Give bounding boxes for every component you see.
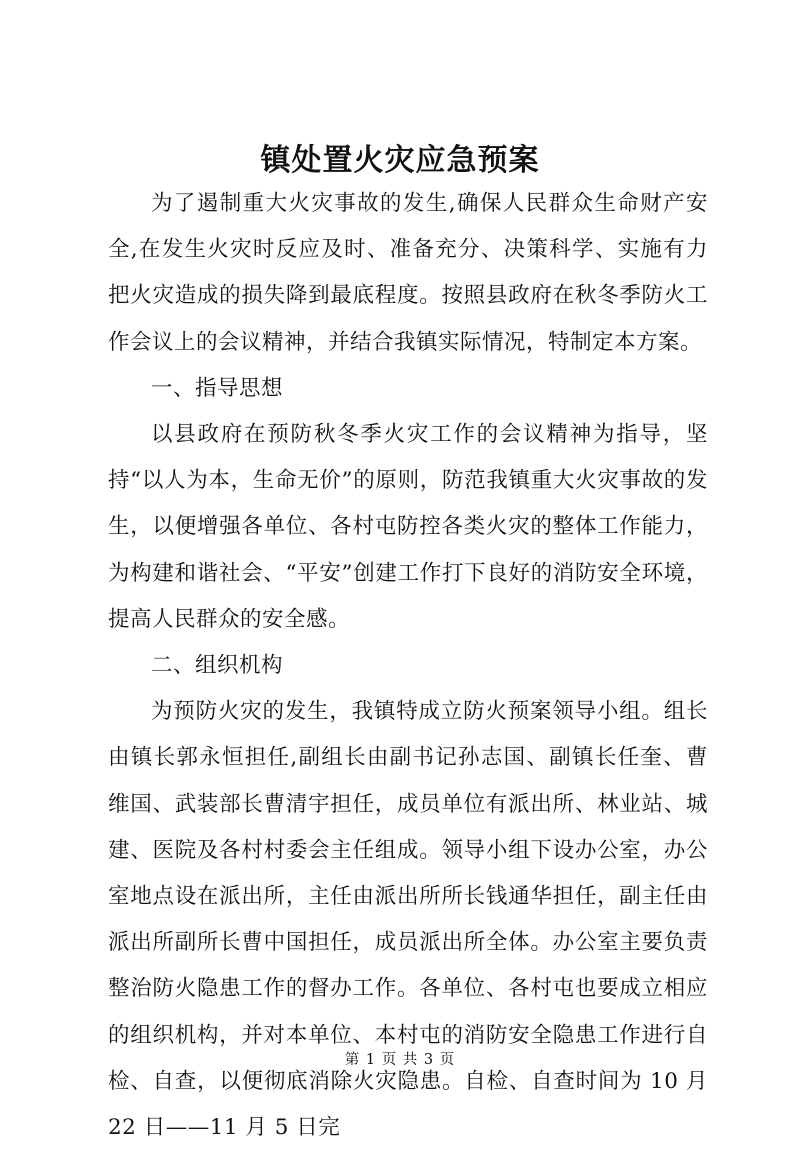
- section-heading-organization: 二、组织机构: [151, 653, 284, 679]
- page-footer: 第 1 页 共 3 页: [344, 1052, 456, 1068]
- intro-paragraph: 为了遏制重大火灾事故的发生,确保人民群众生命财产安全,在发生火灾时反应及时、准备充分、决策科学、实施有力把火灾造成的损失降到最底程度。按照县政府在秋冬季防火工作会议上的会议精神，并结合我镇实际情况，特制定本方案。: [108, 191, 708, 355]
- document-title: 镇处置火灾应急预案: [260, 143, 540, 178]
- section-heading-guiding-ideology: 一、指导思想: [151, 375, 284, 401]
- organization-paragraph: 为预防火灾的发生，我镇特成立防火预案领导小组。组长由镇长郭永恒担任,副组长由副书记孙志国、副镇长任奎、曹维国、武装部长曹清宇担任，成员单位有派出所、林业站、城建、医院及各村村委会主任组成。领导小组下设办公室，办公室地点设在派出所，主任由派出所所长钱通华担任，副主任由派出所副所长曹中国担任，成员派出所全体。办公室主要负责整治防火隐患工作的督办工作。各单位、各村屯也要成立相应的组织机构，并对本单位、本村屯的消防安全隐患工作进行自检、自查，以便彻底消除火灾隐患。自检、自查时间为 10 月 22 日——11 月 5 日完: [108, 699, 708, 1141]
- guiding-ideology-paragraph: 以县政府在预防秋冬季火灾工作的会议精神为指导，坚持“以人为本，生命无价”的原则，防范我镇重大火灾事故的发生，以便增强各单位、各村屯防控各类火灾的整体工作能力，为构建和谐社会、“平安”创建工作打下良好的消防安全环境，提高人民群众的安全感。: [108, 422, 708, 632]
- document-body: [108, 181, 708, 1151]
